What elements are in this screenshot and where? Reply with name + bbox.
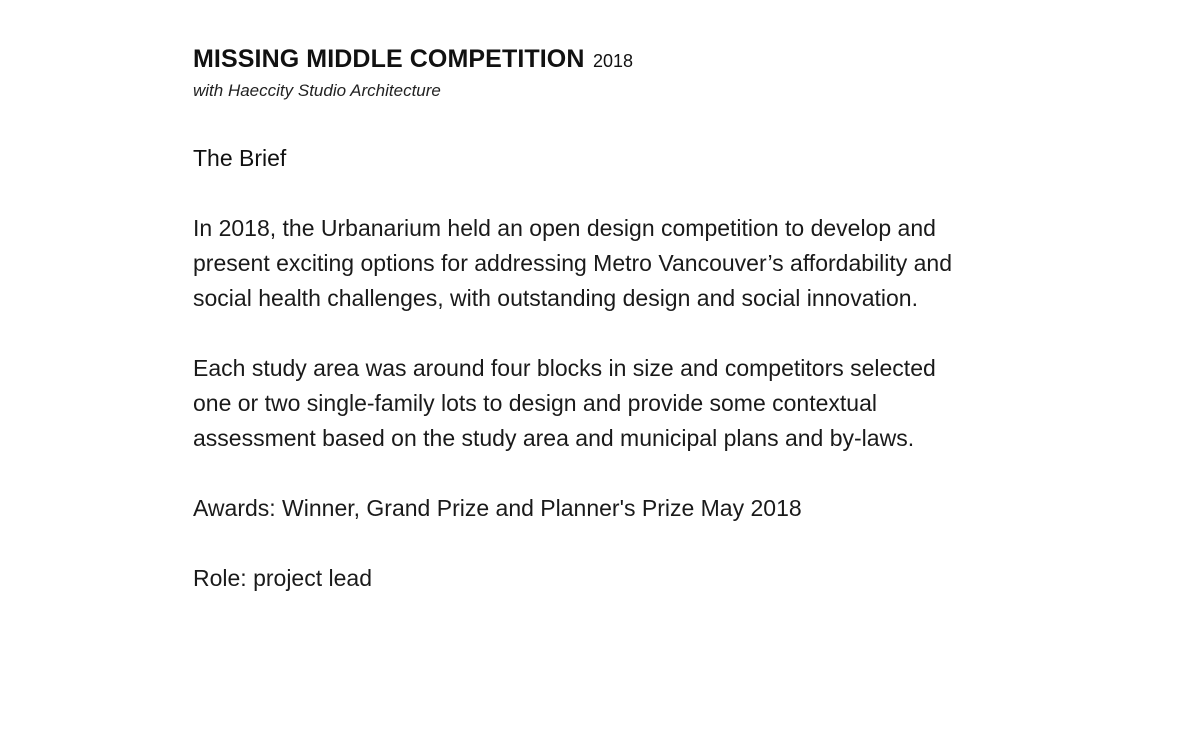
title-year: 2018	[592, 51, 633, 71]
awards-text: Awards: Winner, Grand Prize and Planner's Prize May 2018	[193, 495, 802, 521]
section-heading-brief: The Brief	[193, 145, 287, 171]
brief-paragraph-intro: In 2018, the Urbanarium held an open design competition to develop and present exciting options for addressing Metro Vancouver’s affordability and social health challenges, with outstanding design and social innovation.	[193, 215, 953, 311]
role-text: Role: project lead	[193, 565, 372, 591]
brief-paragraph-study-area: Each study area was around four blocks in size and competitors selected one or two single-family lots to design and provide some contextual assessment based on the study area and municipal plans and by-laws.	[193, 355, 936, 451]
project-description	[193, 42, 953, 596]
page-header	[193, 42, 953, 80]
page-subtitle: with Haeccity Studio Architecture	[193, 81, 441, 100]
page-title: MISSING MIDDLE COMPETITION	[193, 45, 585, 73]
